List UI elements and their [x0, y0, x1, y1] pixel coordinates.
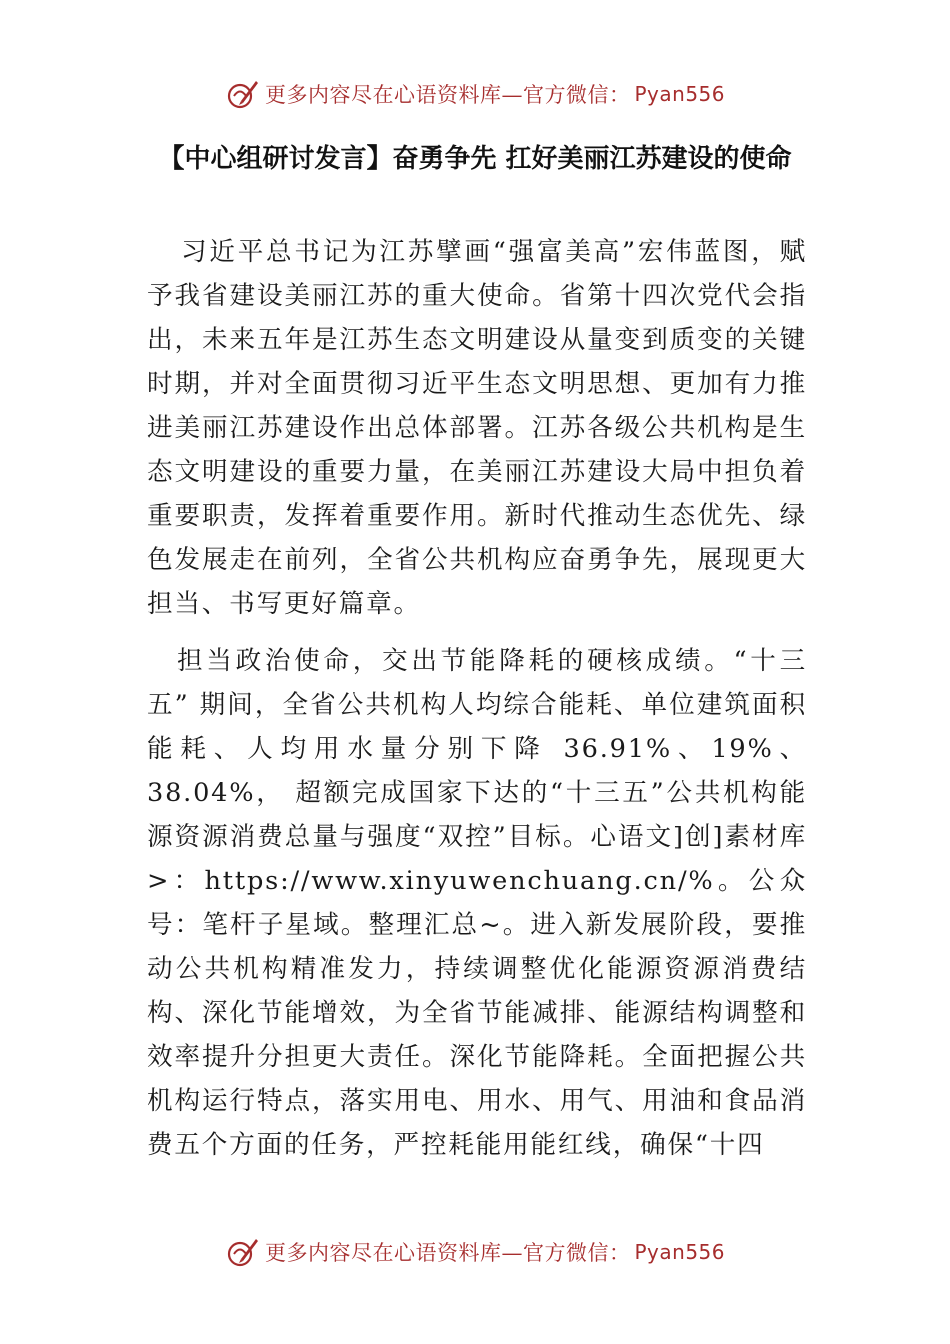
- banner-text: 更多内容尽在心语资料库—官方微信：: [264, 1241, 631, 1265]
- pen-logo-icon: [225, 1235, 259, 1269]
- wechat-handle: Pyan556: [634, 1240, 725, 1264]
- pen-logo-icon: [225, 77, 259, 111]
- document-body: [147, 230, 807, 1167]
- paragraph: 担当政治使命，交出节能降耗的硬核成绩。“十三五” 期间，全省公共机构人均综合能耗、单位建筑面积能耗、人均用水量分别下降 36.91%、19%、38.04%， 超额完成国家下达的“十三五”公共机构能源资源消费总量与强度“双控”目标。心语文]创]素材库>：https://www.xinyuwenchuang.cn/%。公众号：笔杆子星域。整理汇总~。进入新发展阶段，要推动公共机构精准发力，持续调整优化能源资源消费结构、深化节能增效，为全省节能减排、能源结构调整和效率提升分担更大责任。深化节能降耗。全面把握公共机构运行特点，落实用电、用水、用气、用油和食品消费五个方面的任务，严控耗能用能红线，确保“十四: [147, 646, 807, 1160]
- banner-text: 更多内容尽在心语资料库—官方微信：: [264, 83, 631, 107]
- footer-banner: [0, 1230, 950, 1274]
- page-title: 【中心组研讨发言】奋勇争先 扛好美丽江苏建设的使命: [158, 144, 792, 174]
- wechat-handle: Pyan556: [634, 82, 725, 106]
- paragraph: 习近平总书记为江苏擘画“强富美高”宏伟蓝图，赋予我省建设美丽江苏的重大使命。省第十四次党代会指出，未来五年是江苏生态文明建设从量变到质变的关键时期，并对全面贯彻习近平生态文明思想、更加有力推进美丽江苏建设作出总体部署。江苏各级公共机构是生态文明建设的重要力量，在美丽江苏建设大局中担负着重要职责，发挥着重要作用。新时代推动生态优先、绿色发展走在前列，全省公共机构应奋勇争先，展现更大担当、书写更好篇章。: [147, 237, 807, 619]
- header-banner: [0, 72, 950, 116]
